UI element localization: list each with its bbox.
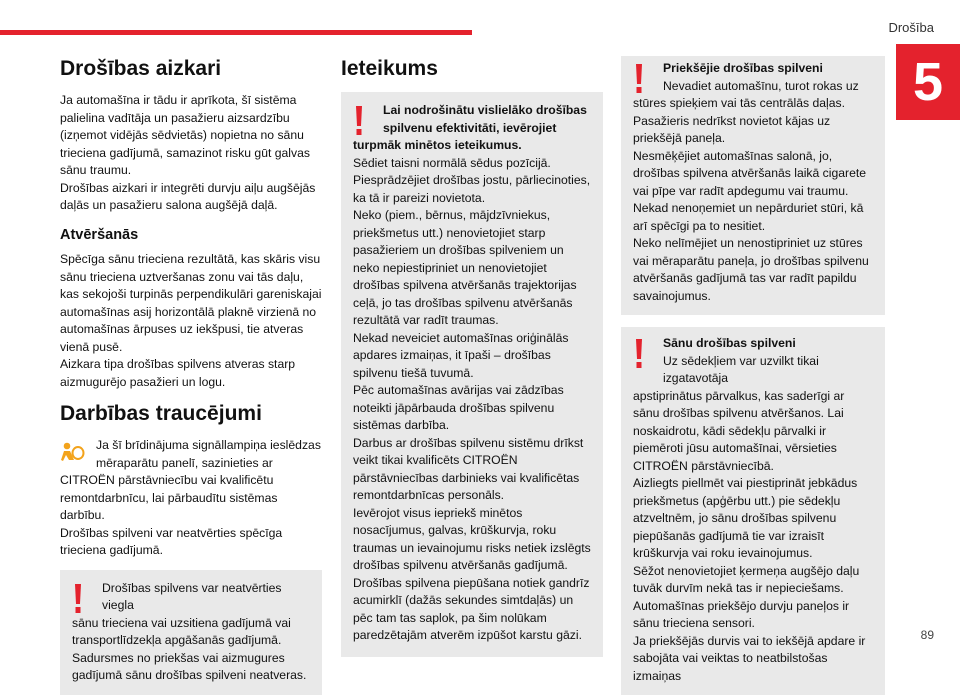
paragraph: Drošības aizkari ir integrēti durvju aiļu augšējās daļās un pasažieru salona augšējā daļā. (60, 180, 316, 212)
paragraph: Uz sēdekļiem var uzvilkt tikai izgatavotāja (663, 353, 819, 385)
paragraph: Pēc automašīnas avārijas vai zādzības noteikti jāpārbauda drošības spilvenu sistēmas darbība. (353, 383, 564, 432)
advice-title: turpmāk minētos ieteikumus. (353, 138, 522, 152)
paragraph: Drošības spilveni var neatvērties spēcīga trieciena gadījumā. (60, 525, 283, 557)
paragraph: Spēcīga sānu trieciena rezultātā, kas skāris visu sānu trieciena uztveršanas zonu vai tās daļu, kas sekojoši turpinās perpendikulāri gareniskajai automašīnas asij horizontālā plaknē virzienā no automašīnas ārpuses uz iekšpusi, tie atveras vienā pusē. (60, 252, 322, 354)
advice-title: Lai nodrošinātu vislielāko drošības spilvenu efektivitāti, ievērojiet (383, 103, 587, 135)
paragraph: CITROËN pārstāvniecību vai kvalificētu remontdarbnīcu, lai pārbaudītu sistēmas darbību. (60, 473, 278, 522)
exclamation-icon (74, 584, 82, 614)
warning-lamp-row (60, 437, 322, 472)
column-3 (621, 56, 885, 695)
warning-box (60, 570, 322, 695)
box-title: Sānu drošības spilveni (663, 336, 796, 350)
paragraph: Neko nelīmējiet un nenostipriniet uz stūres vai mēraparātu paneļa, jo drošības spilvenu atvēršanās gadījumā tas var radīt papildu savainojumus. (633, 236, 869, 303)
front-airbags-box (621, 56, 885, 315)
exclamation-icon (355, 106, 363, 136)
warning-text: sānu trieciena vai uzsitiena gadījumā vai transportlīdzekļa apgāšanās gadījumā. Sadursmes no priekšas vai aizmugures gadījumā sānu drošības spilveni neatveras. (72, 615, 307, 682)
advice-box (341, 92, 603, 657)
paragraph: Nevadiet automašīnu, turot rokas uz (663, 78, 859, 93)
paragraph: Sēdiet taisni normālā sēdus pozīcijā. (353, 155, 551, 170)
paragraph: Aizliegts piellmēt vai piestiprināt jebkādus priekšmetus (apģērbu utt.) pie sēdekļu atzveltnēm, jo sānu drošības spilvenu piepūšanās gadījumā tie var izraisīt krūškurvja vai roku ievainojumus. (633, 476, 858, 560)
paragraph: Nekad neveiciet automašīnas oriģinālās apdares izmaiņas, it īpaši – drošības spilvenu tiešā tuvumā. (353, 330, 569, 380)
column-1 (60, 56, 322, 695)
column-2 (341, 56, 603, 657)
paragraph: Sēžot nenovietojiet ķermeņa augšējo daļu tuvāk durvīm nekā tas ir nepieciešams. (633, 563, 860, 595)
warning-text: Drošības spilvens var neatvērties viegla (102, 580, 282, 612)
paragraph: Nekad nenoņemiet un nepārduriet stūri, kā arī spēcīgi pa to nesitiet. (633, 201, 864, 233)
paragraph: Ja priekšējās durvis vai to iekšējā apdare ir sabojāta vai veiktas to neatbilstošas izmaiņas (633, 633, 866, 683)
heading-malfunction: Darbības traucējumi (60, 402, 262, 425)
header-red-bar (0, 30, 472, 35)
paragraph: Ja šī brīdinājuma signāllampiņa ieslēdzas mēraparātu panelī, sazinieties ar (96, 438, 321, 470)
exclamation-icon (635, 64, 643, 94)
heading-curtain-airbags: Drošības aizkari (60, 57, 222, 80)
chapter-number-tab: 5 (896, 44, 960, 120)
paragraph: Pasažieris nedrīkst novietot kājas uz priekšējā paneļa. (633, 113, 831, 145)
paragraph: apstiprinātus pārvalkus, kas saderīgi ar sānu drošības spilvenu atvēršanos. Lai noskaidrotu, kādi sēdekļu pārvalki ir piemēroti jūsu automašīnai, vērsieties CITROËN pārstāvniecībā. (633, 388, 845, 473)
airbag-warning-lamp-icon (60, 441, 88, 463)
section-title: Drošība (888, 20, 934, 35)
paragraph: stūres spieķiem vai tās centrālās daļas. (633, 96, 846, 110)
paragraph: Ievērojot visus iepriekš minētos nosacījumus, galvas, krūškurvja, roku traumas un ievainojumu risks netiek izslēgts drošības spilvenu atvēršanās gadījumā. Drošības spilvena piepūšana notiek gandrīz acumirklī (dažās sekundes simtdaļās) un pēc tam tas saplok, pa šim nolūkam paredzētajām atverēm izpūšot karstu gāzi. (353, 505, 591, 642)
paragraph: Automašīnas priekšējo durvju paneļos ir sānu trieciena sensori. (633, 598, 850, 630)
page-number: 89 (920, 628, 934, 642)
paragraph: Ja automašīna ir tādu ir aprīkota, šī sistēma palielina vadītāja un pasažieru aizsardzību (izņemot vidējās sēdvietās) nopietna no sānu trieciena gadījumā, samazinot risku gūt galvas sānu traumu. (60, 93, 310, 177)
paragraph: Darbus ar drošības spilvenu sistēmu drīkst veikt tikai kvalificēts CITROËN pārstāvniecības darbinieks vai kvalificētas remontdarbnīcas personāls. (353, 435, 584, 502)
paragraph: Nesmēķējiet automašīnas salonā, jo, drošības spilvena atvēršanās laikā cigarete vai pīpe var radīt apdegumu vai traumu. (633, 148, 867, 198)
subheading-deployment: Atvēršanās (60, 226, 139, 243)
exclamation-icon (635, 339, 643, 369)
paragraph: Neko (piem., bērnus, mājdzīvniekus, priekšmetus utt.) nenovietojiet starp pasažieriem un drošības spilveniem un neko nepiestipriniet un nenovietojiet drošības spilvena atvēršanās trajektorijas ceļā, jo tas drošības spilvenu atvēršanās rezultātā var radīt traumas. (353, 208, 577, 327)
paragraph: Aizkara tipa drošības spilvens atveras starp aizmugurējo pasažieri un logu. (60, 357, 296, 389)
box-title: Priekšējie drošības spilveni (663, 61, 823, 75)
heading-advice: Ieteikums (341, 57, 438, 80)
paragraph: Piesprādzējiet drošības jostu, pārliecinoties, ka tā ir pareizi novietota. (353, 173, 591, 205)
